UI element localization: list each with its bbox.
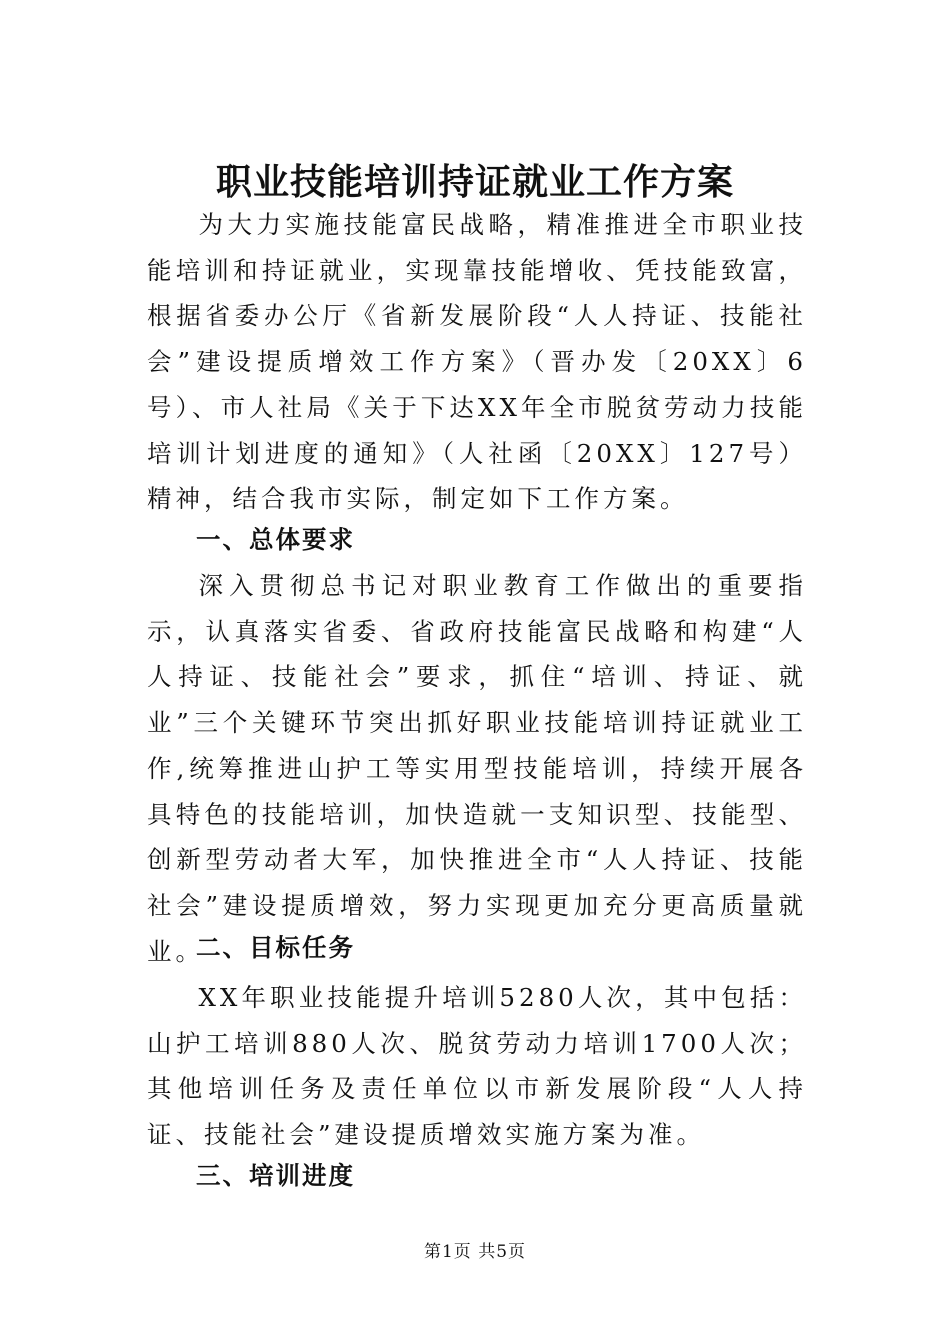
section-heading-training-progress: 三、培训进度 <box>196 1161 355 1190</box>
section-body-overall-requirements: 深入贯彻总书记对职业教育工作做出的重要指示，认真落实省委、省政府技能富民战略和构建“人人持证、技能社会”要求，抓住“培训、持证、就业”三个关键环节突出抓好职业技能培训持证就业工作,统筹推进山护工等实用型技能培训，持续开展各具特色的技能培训，加快造就一支知识型、技能型、创新型劳动者大军，加快推进全市“人人持证、技能社会”建设提质增效，努力实现更加充分更高质量就业。 <box>147 571 807 966</box>
document-title: 职业技能培训持证就业工作方案 <box>215 161 734 204</box>
intro-paragraph: 为大力实施技能富民战略，精准推进全市职业技能培训和持证就业，实现靠技能增收、凭技能致富，根据省委办公厅《省新发展阶段“人人持证、技能社会”建设提质增效工作方案》（晋办发〔20XX〕6号）、市人社局《关于下达XX年全市脱贫劳动力技能培训计划进度的通知》（人社函〔20XX〕127号）精神，结合我市实际，制定如下工作方案。 <box>147 210 807 514</box>
section-heading-overall-requirements: 一、总体要求 <box>196 525 355 554</box>
section-body-targets: XX年职业技能提升培训5280人次，其中包括：山护工培训880人次、脱贫劳动力培训1700人次；其他培训任务及责任单位以市新发展阶段“人人持证、技能社会”建设提质增效实施方案为准。 <box>147 983 807 1150</box>
section-heading-targets: 二、目标任务 <box>196 933 355 962</box>
page-number-footer: 第1页 共5页 <box>423 1242 527 1262</box>
